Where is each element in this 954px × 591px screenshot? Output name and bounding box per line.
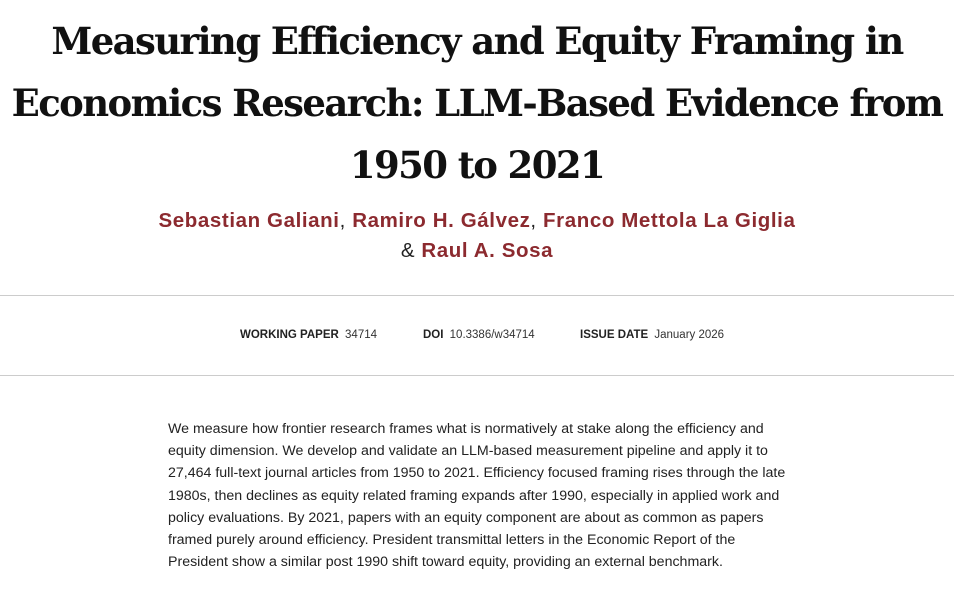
author-link[interactable]: Raul A. Sosa (421, 239, 554, 262)
divider (0, 295, 954, 296)
issue-date-meta (580, 327, 724, 343)
issue-date-label: ISSUE DATE (580, 329, 649, 341)
working-paper-number: 34714 (345, 329, 378, 341)
page-title: Measuring Efficiency and Equity Framing in Economics Research: LLM-Based Evidence from 1950 to 2021 (11, 19, 943, 187)
divider (0, 375, 954, 376)
author-link[interactable]: Ramiro H. Gálvez (352, 209, 531, 232)
author-list (150, 206, 804, 266)
doi-meta (423, 327, 535, 343)
author-separator: , (530, 209, 537, 232)
author-link[interactable]: Franco Mettola La Giglia (543, 209, 796, 232)
abstract-text: We measure how frontier research frames what is normatively at stake along the efficiency and equity dimension. We develop and validate an LLM-based measurement pipeline and apply it to 27,464 full-text journal articles from 1950 to 2021. Efficiency focused framing rises through the late 1980s, then declines as equity related framing expands after 1990, especially in applied work and policy evaluations. By 2021, papers with an equity component are about as common as papers framed purely around efficiency. President transmittal letters in the Economic Report of the President show a similar post 1990 shift toward equity, providing an external benchmark. (168, 421, 786, 571)
author-separator: & (400, 239, 416, 262)
doi-label: DOI (423, 329, 444, 341)
author-separator: , (339, 209, 346, 232)
working-paper-label: WORKING PAPER (240, 329, 339, 341)
author-link[interactable]: Sebastian Galiani (158, 209, 340, 232)
issue-date-value: January 2026 (654, 329, 725, 341)
doi-value: 10.3386/w34714 (449, 329, 535, 341)
working-paper-meta (240, 327, 377, 343)
